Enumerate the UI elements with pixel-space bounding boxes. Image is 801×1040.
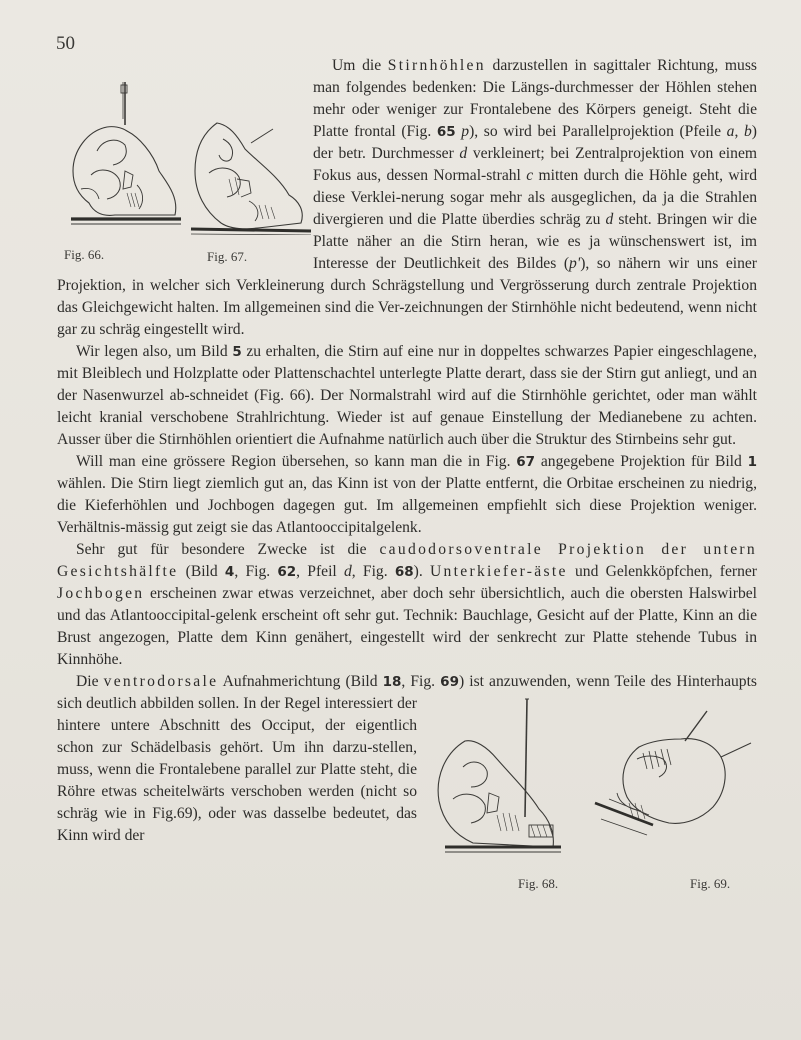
spaced-term-ventrodorsale: ventrodorsale [103, 673, 219, 690]
figures-68-69 [423, 697, 757, 895]
image-reference: 1 [747, 454, 757, 470]
text-span: Wir legen also, um Bild [76, 343, 233, 360]
text-span: mitten durch die Höhle geht, wird diese Verklei-nerung sogar mehr als ausgeglichen, da ja die Strahlen divergieren und die Platte überdies schräg zu [313, 167, 757, 228]
text-span: , Pfeil [296, 563, 344, 580]
image-reference: 5 [232, 344, 242, 360]
text-span: erscheinen zwar etwas verzeichnet, aber doch sehr übersichtlich, auch die obersten Halswirbel und das Atlantooccipital-gelenk erscheint oft sehr gut. Technik: Bauchlage, Gesicht auf der Platte, Kinn an die Brust angezogen, Platte dem Kinn genähert, eingestellt wird der senkrecht zur Platte stehende Tubus in Kinnhöhe. [57, 585, 757, 668]
figure-reference: 62 [277, 564, 297, 580]
text-span: verkleinert; bei Zentralprojektion von einem Fokus aus, dessen Normal-strahl [313, 145, 757, 184]
italic-label: d [343, 563, 352, 580]
text-span: , [734, 123, 744, 140]
text-span: zu erhalten, die Stirn auf eine nur in doppeltes schwarzes Papier eingeschlagene, mit Bleiblech und Holzplatte oder Plattenschachtel unterlegte Platte derart, dass sie der Stirn gut anliegt, und an der Nasenwurzel ab-schneidet (Fig. 66). Der Normalstrahl wird auf die Stirnhöhle gerichtet, oder man wählt leicht kranial verschobene Strahlrichtung. Wieder ist auf genaue Einstellung der Medianebene zu achten. Ausser über die Stirnhöhlen orientiert die Aufnahme natürlich auch über die Struktur des Stirnbeins sehr gut. [57, 343, 758, 448]
text-span: und Gelenkköpfchen, ferner [567, 563, 757, 580]
figures-66-67 [57, 55, 313, 275]
figure-reference: 67 [516, 454, 536, 470]
text-span: angegebene Projektion für Bild [535, 453, 748, 470]
text-span: , Fig. [401, 673, 441, 690]
figure-68-caption: Fig. 68. [518, 876, 559, 891]
italic-label: b [744, 123, 752, 140]
text-span: ). [413, 563, 430, 580]
text-span: darzustellen in sagittaler Richtung, muss man folgendes bedenken: Die Längs-durchmesser der Höhlen stehen mehr oder weniger zur Frontalebene des Körpers geneigt. Steht die Platte frontal (Fig. [313, 57, 757, 140]
figure-reference: 69 [440, 674, 459, 690]
spaced-term-projection: caudodorsoventrale Projektion der untern Gesichtshälfte [57, 541, 757, 580]
paragraph-2 [57, 341, 757, 451]
text-span: ), so nähern wir uns einer Projektion, in welcher sich Verkleinerung durch Schrägstellung und Vergrösserung durch zentrale Projektion das Gleichgewicht halten. Im allgemeinen sind die Ver-zeichnungen der Stirnhöhle nicht bedeutend, wenn nicht gar zu schräg eingestellt wird. [57, 255, 757, 338]
image-reference: 4 [224, 564, 235, 580]
text-span: (Bild [178, 563, 225, 580]
figure-reference: 65 [436, 124, 456, 140]
text-span: ) der betr. Durchmesser [313, 123, 757, 162]
paragraph-4 [57, 539, 757, 671]
figure-reference: 68 [394, 564, 414, 580]
text-span: steht. Bringen wir die Platte näher an die Stirn heran, wie es ja wünschenswert ist, im Interesse der Deutlichkeit des Bildes ( [313, 211, 757, 272]
figure-69-caption: Fig. 69. [690, 876, 731, 891]
italic-label: d [605, 211, 614, 228]
figure-66-skull-sketch [67, 79, 185, 231]
paragraph-5 [57, 671, 757, 891]
italic-label: p' [569, 255, 581, 272]
text-span: Die [76, 673, 104, 690]
page-number: 50 [56, 33, 75, 54]
text-span: ), so wird bei Parallelprojektion (Pfeile [469, 123, 727, 140]
figure-66-caption: Fig. 66. [64, 247, 105, 262]
figure-68-skull-sketch [425, 697, 585, 865]
paragraph-3 [57, 451, 757, 539]
text-span: Um die [332, 57, 388, 74]
text-span: Will man eine grössere Region übersehen, so kann man die in Fig. [76, 453, 517, 470]
image-reference: 18 [382, 674, 402, 690]
italic-label: a [726, 123, 735, 140]
spaced-term-jochbogen: Jochbogen [57, 585, 145, 602]
text-span: Sehr gut für besondere Zwecke ist die [76, 541, 380, 558]
text-span: Teile des Hinterhaupts sich deutlich abbilden sollen. In der Regel interessiert der hintere untere Abschnitt des Occiput, der eigentlich schon zur Schädelbasis gehört. Um ihn darzu-stellen, muss, wenn die Frontalebene parallel zur Platte steht, die Röhre etwas scheitelwärts verschoben werden (nicht so schräg wie in Fig.69), oder was dasselbe bedeutet, das Kinn wird der [57, 673, 757, 844]
figure-69-skull-sketch [589, 707, 755, 847]
text-span: ) ist anzuwenden, wenn [458, 673, 610, 690]
text-span: wählen. Die Stirn liegt ziemlich gut an, das Kinn ist von der Platte entfernt, die Orbitae erscheinen zu niedrig, die Kieferhöhlen und Jochbogen dagegen gut. Im allgemeinen empfiehlt sich diese Projektion weniger. Verhältnis-mässig gut zeigt sie das Atlantooccipitalgelenk. [57, 475, 757, 536]
spaced-term-stirnhoehlen: Stirnhöhlen [387, 57, 486, 74]
italic-label: c [526, 167, 534, 184]
figure-67-caption: Fig. 67. [207, 249, 248, 264]
italic-label: d [459, 145, 468, 162]
spaced-term-unterkieferaeste: Unterkiefer-äste [429, 563, 568, 580]
text-span: Aufnahmerichtung (Bild [218, 673, 383, 690]
text-span: , Fig. [351, 563, 395, 580]
text-span: , Fig. [234, 563, 278, 580]
figure-67-skull-sketch [189, 119, 313, 235]
italic-label: p [461, 123, 470, 140]
body-text [57, 55, 757, 895]
